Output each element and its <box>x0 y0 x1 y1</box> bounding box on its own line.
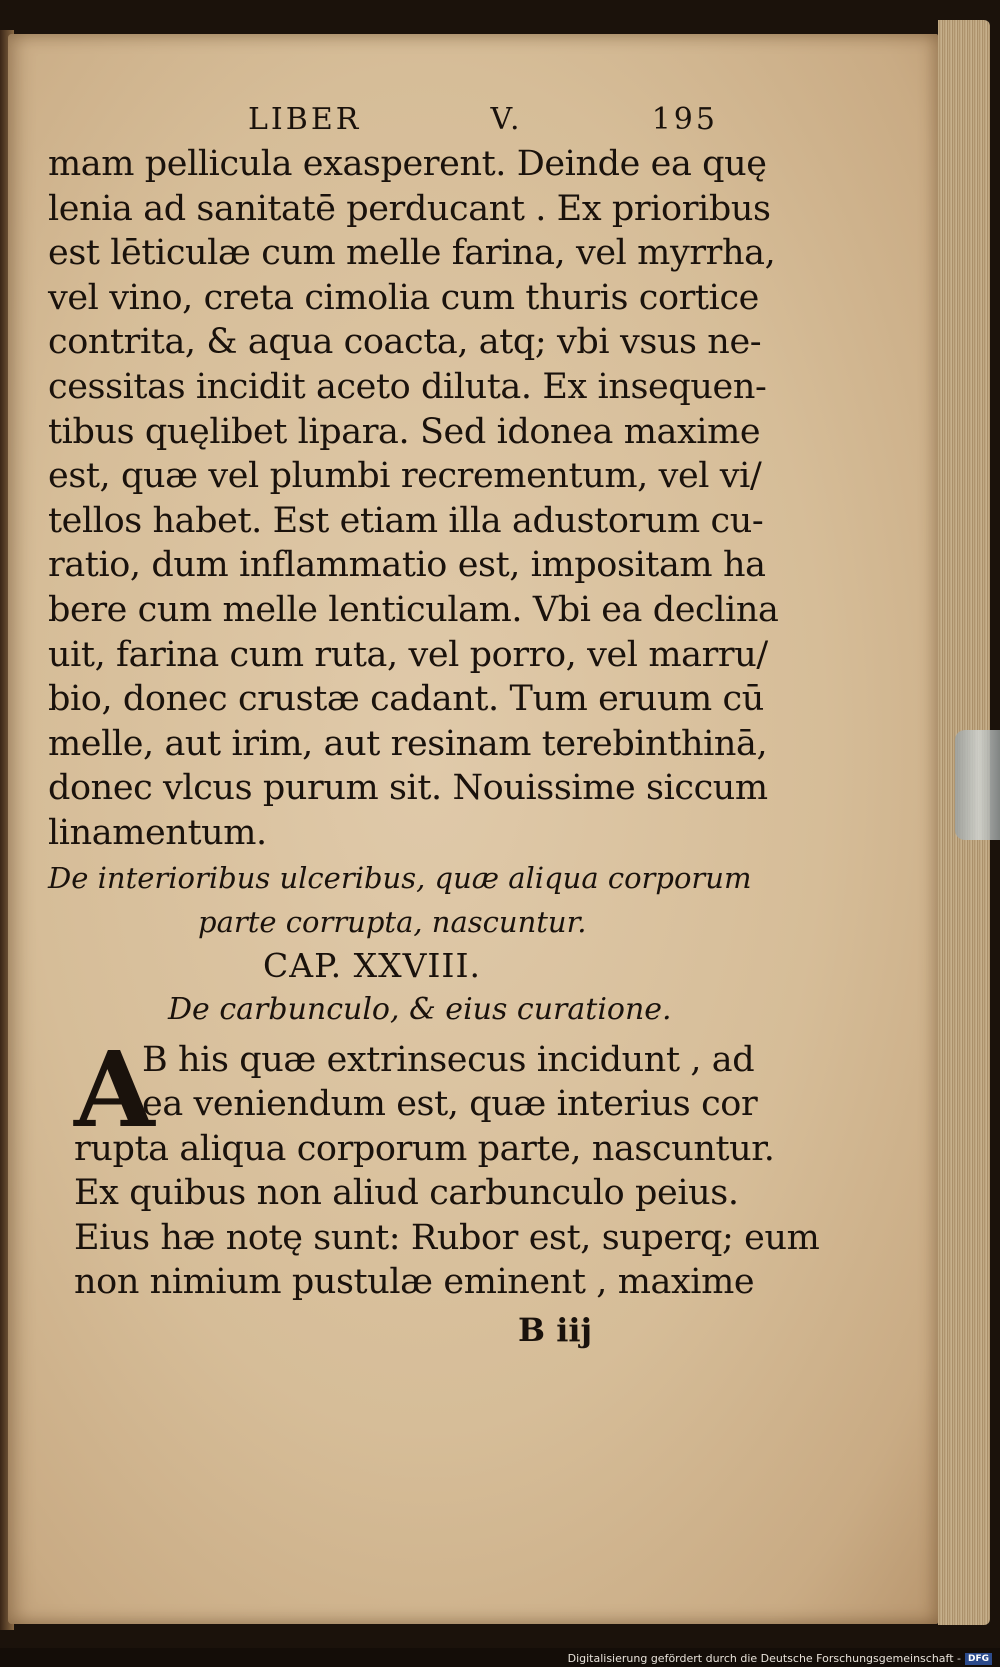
text-line: tibus quęlibet lipara. Sed idonea maxime <box>48 411 761 452</box>
text-line: uit, farina cum ruta, vel porro, vel marru/ <box>48 634 768 675</box>
section-heading-line: De interioribus ulceribus, quæ aliqua corporum <box>48 860 752 895</box>
digitization-credit <box>568 1652 992 1665</box>
text-line: est, quæ vel plumbi recrementum, vel vi/ <box>48 456 762 497</box>
text-block <box>48 102 820 1355</box>
text-line: Ex quibus non aliud carbunculo peius. <box>74 1173 739 1214</box>
chapter-number: CAP. XXVIII. <box>263 945 481 985</box>
text-line: ratio, dum inflammatio est, impositam ha <box>48 545 766 586</box>
dfg-logo-icon: DFG <box>965 1653 992 1665</box>
paragraph-2 <box>48 1027 820 1306</box>
running-head <box>248 102 718 142</box>
page-number: 195 <box>651 102 718 137</box>
drop-cap: A <box>74 1027 155 1151</box>
paragraph-1 <box>48 142 779 856</box>
text-line: contrita, & aqua coacta, atq; vbi vsus ne- <box>48 322 762 363</box>
text-line: est lēticulæ cum melle farina, vel myrrha, <box>48 233 776 274</box>
text-line: Eius hæ notę sunt: Rubor est, superq; eum <box>74 1217 820 1258</box>
text-line: rupta aliqua corporum parte, nascuntur. <box>74 1128 775 1169</box>
text-line: linamentum. <box>48 812 267 853</box>
text-line: B his quæ extrinsecus incidunt , ad <box>142 1039 755 1080</box>
running-head-left: LIBER <box>248 102 362 137</box>
running-head-center: V. <box>490 102 523 137</box>
text-line: cessitas incidit aceto diluta. Ex insequen- <box>48 366 767 407</box>
text-line: lenia ad sanitatē perducant . Ex prioribus <box>48 188 771 229</box>
text-line: bere cum melle lenticulam. Vbi ea declina <box>48 589 779 630</box>
text-line: non nimium pustulæ eminent , maxime <box>74 1262 755 1303</box>
chapter-subtitle: De carbunculo, & eius curatione. <box>168 991 672 1027</box>
credit-text: Digitalisierung gefördert durch die Deutsche Forschungsgemeinschaft - <box>567 1652 961 1665</box>
text-line: donec vlcus purum sit. Nouissime siccum <box>48 768 768 809</box>
text-line: mam pellicula exasperent. Deinde ea quę <box>48 144 767 184</box>
text-line: ea veniendum est, quæ interius cor <box>142 1084 758 1125</box>
text-line: bio, donec crustæ cadant. Tum eruum cū <box>48 679 764 720</box>
section-heading <box>48 856 752 944</box>
text-line: vel vino, creta cimolia cum thuris cortice <box>48 277 759 318</box>
text-line: tellos habet. Est etiam illa adustorum cu- <box>48 500 764 541</box>
text-line: melle, aut irim, aut resinam terebinthinā, <box>48 723 768 764</box>
book-clasp <box>955 730 1000 840</box>
signature-mark: B iij <box>518 1311 593 1350</box>
section-heading-line: parte corrupta, nascuntur. <box>198 904 587 939</box>
